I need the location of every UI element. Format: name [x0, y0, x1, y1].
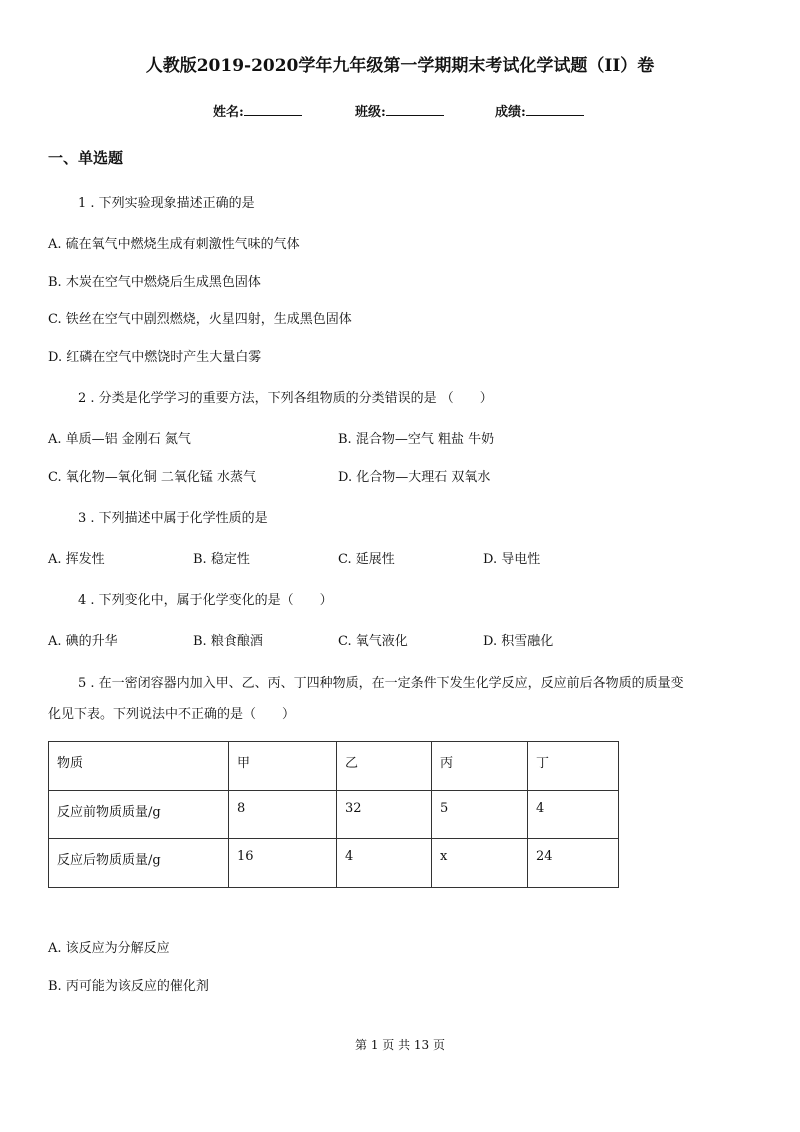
question-2-stem: 2 . 分类是化学学习的重要方法，下列各组物质的分类错误的是 （ ） — [78, 391, 493, 406]
table-cell: 丙 — [432, 742, 528, 791]
q1-option-d: D. 红磷在空气中燃饶时产生大量白雾 — [48, 350, 262, 365]
table-cell: 4 — [528, 790, 619, 839]
table-cell: 乙 — [337, 742, 432, 791]
table-cell: 16 — [229, 839, 337, 888]
question-5-stem-line1: 5 . 在一密闭容器内加入甲、乙、丙、丁四种物质，在一定条件下发生化学反应，反应前后各物质的质量变 — [78, 676, 684, 691]
section-heading: 一、单选题 — [48, 149, 124, 167]
q4-option-c: C. 氧气液化 — [338, 634, 408, 649]
class-label: 班级: — [355, 105, 386, 120]
table-cell: 24 — [528, 839, 619, 888]
page-title: 人教版2019-2020学年九年级第一学期期末考试化学试题（II）卷 — [145, 56, 655, 76]
question-1-stem: 1 . 下列实验现象描述正确的是 — [78, 196, 255, 211]
table-row — [49, 790, 619, 839]
table-header-row — [49, 742, 619, 791]
q2-option-d: D. 化合物—大理石 双氧水 — [338, 470, 491, 485]
question-5-stem-line2: 化见下表。下列说法中不正确的是（ ） — [48, 707, 296, 722]
table-cell: x — [432, 839, 528, 888]
mass-change-table — [48, 741, 619, 888]
name-label: 姓名: — [213, 105, 244, 120]
question-3-stem: 3 . 下列描述中属于化学性质的是 — [78, 511, 268, 526]
table-cell: 物质 — [49, 742, 229, 791]
q3-option-c: C. 延展性 — [338, 552, 395, 567]
class-blank — [386, 103, 444, 116]
q4-option-b: B. 粮食酿酒 — [193, 634, 263, 649]
table-cell: 8 — [229, 790, 337, 839]
table-cell: 反应前物质质量/g — [49, 790, 229, 839]
name-blank — [244, 103, 302, 116]
q2-option-a: A. 单质—铝 金刚石 氮气 — [48, 432, 191, 447]
question-4-stem: 4 . 下列变化中，属于化学变化的是（ ） — [78, 593, 333, 608]
q2-option-c: C. 氧化物—氧化铜 二氧化锰 水蒸气 — [48, 470, 257, 485]
q3-option-d: D. 导电性 — [483, 552, 541, 567]
q4-option-d: D. 积雪融化 — [483, 634, 554, 649]
table-cell: 反应后物质质量/g — [49, 839, 229, 888]
table-row — [49, 839, 619, 888]
table-cell: 32 — [337, 790, 432, 839]
q5-option-a: A. 该反应为分解反应 — [48, 941, 170, 956]
q1-option-c: C. 铁丝在空气中剧烈燃烧，火星四射，生成黑色固体 — [48, 312, 352, 327]
q5-option-b: B. 丙可能为该反应的催化剂 — [48, 979, 209, 994]
table-cell: 5 — [432, 790, 528, 839]
table-cell: 4 — [337, 839, 432, 888]
q2-option-b: B. 混合物—空气 粗盐 牛奶 — [338, 432, 495, 447]
q3-option-b: B. 稳定性 — [193, 552, 250, 567]
q1-option-a: A. 硫在氧气中燃烧生成有刺激性气味的气体 — [48, 237, 300, 252]
score-field — [495, 101, 584, 120]
score-label: 成绩: — [495, 105, 526, 120]
table-cell: 丁 — [528, 742, 619, 791]
page-number: 第 1 页 共 13 页 — [355, 1038, 445, 1052]
score-blank — [526, 103, 584, 116]
class-field — [355, 101, 444, 120]
q1-option-b: B. 木炭在空气中燃烧后生成黑色固体 — [48, 275, 261, 290]
name-field — [213, 101, 302, 120]
table-cell: 甲 — [229, 742, 337, 791]
q4-option-a: A. 碘的升华 — [48, 634, 118, 649]
q3-option-a: A. 挥发性 — [48, 552, 105, 567]
